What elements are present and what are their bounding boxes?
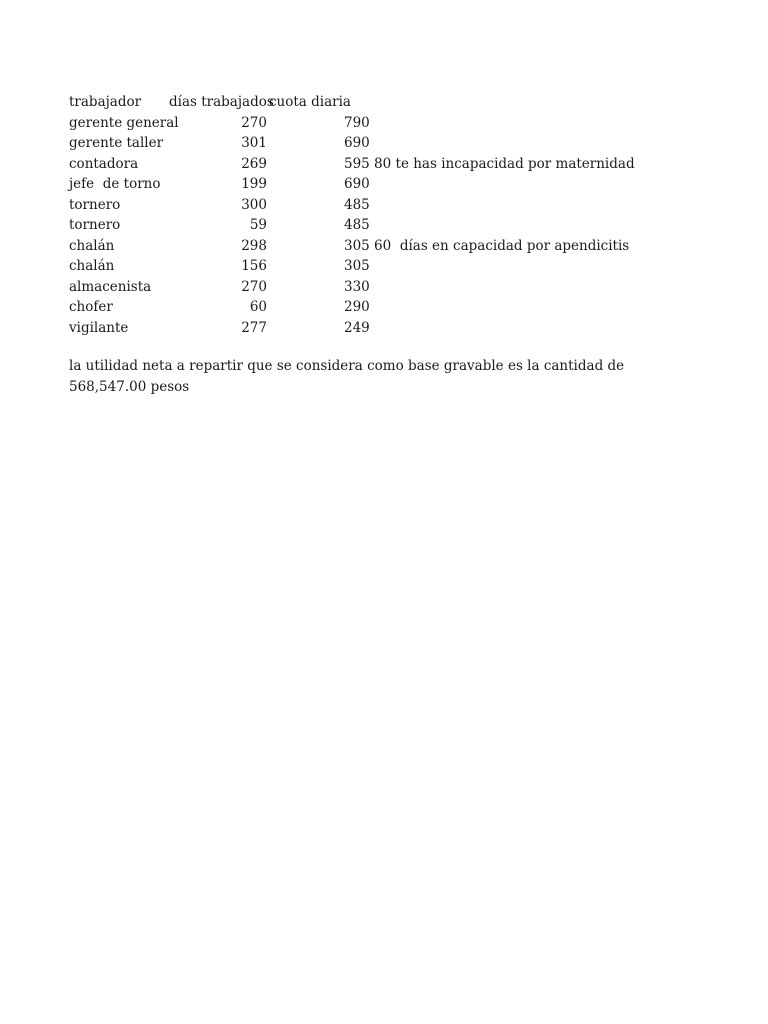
table-row bbox=[69, 195, 709, 216]
worker-cell: chalán bbox=[69, 237, 115, 254]
worker-cell: gerente taller bbox=[69, 135, 164, 151]
header-days: días trabajados bbox=[169, 94, 274, 110]
quota-cell: 305 bbox=[344, 258, 370, 274]
profit-note bbox=[69, 356, 629, 398]
quota-cell: 305 60 días en capacidad por apendicitis bbox=[344, 237, 630, 254]
document-body bbox=[69, 92, 709, 395]
days-cell: 156 bbox=[241, 258, 267, 274]
table-row bbox=[69, 277, 709, 298]
table-row bbox=[69, 154, 709, 175]
quota-cell: 485 bbox=[344, 196, 370, 213]
days-cell: 301 bbox=[241, 135, 267, 151]
table-row bbox=[69, 297, 709, 318]
quota-cell: 690 bbox=[344, 176, 370, 192]
quota-cell: 690 bbox=[344, 135, 370, 151]
days-cell: 199 bbox=[241, 176, 267, 192]
worker-cell: gerente general bbox=[69, 114, 179, 131]
header-quota: cuota diaria bbox=[269, 94, 351, 110]
note-line-1: la utilidad neta a repartir que se considera como base gravable es la cantidad de bbox=[69, 358, 625, 374]
worker-cell: tornero bbox=[69, 217, 121, 233]
worker-cell: jefe de torno bbox=[69, 176, 161, 192]
worker-cell: vigilante bbox=[69, 319, 129, 336]
table-row bbox=[69, 174, 709, 195]
worker-cell: chofer bbox=[69, 299, 113, 315]
quota-cell: 790 bbox=[344, 114, 370, 131]
table-row bbox=[69, 236, 709, 257]
quota-cell: 290 bbox=[344, 299, 370, 315]
quota-cell: 330 bbox=[344, 278, 370, 295]
days-cell: 277 bbox=[241, 319, 267, 336]
table-row bbox=[69, 215, 709, 236]
days-cell: 59 bbox=[249, 217, 267, 233]
table-row bbox=[69, 113, 709, 134]
note-line-2: 568,547.00 pesos bbox=[69, 379, 190, 395]
worker-cell: contadora bbox=[69, 155, 139, 172]
table-row bbox=[69, 256, 709, 277]
days-cell: 60 bbox=[249, 299, 267, 315]
days-cell: 270 bbox=[241, 278, 267, 295]
worker-cell: almacenista bbox=[69, 278, 152, 295]
table-row bbox=[69, 133, 709, 154]
worker-cell: chalán bbox=[69, 258, 115, 274]
days-cell: 300 bbox=[241, 196, 267, 213]
table-row bbox=[69, 318, 709, 339]
header-worker: trabajador bbox=[69, 94, 142, 110]
quota-cell: 595 80 te has incapacidad por maternidad bbox=[344, 155, 635, 172]
days-cell: 270 bbox=[241, 114, 267, 131]
quota-cell: 485 bbox=[344, 217, 370, 233]
days-cell: 269 bbox=[241, 155, 267, 172]
worker-cell: tornero bbox=[69, 196, 121, 213]
days-cell: 298 bbox=[241, 237, 267, 254]
quota-cell: 249 bbox=[344, 319, 370, 336]
table-header-row bbox=[69, 92, 709, 113]
